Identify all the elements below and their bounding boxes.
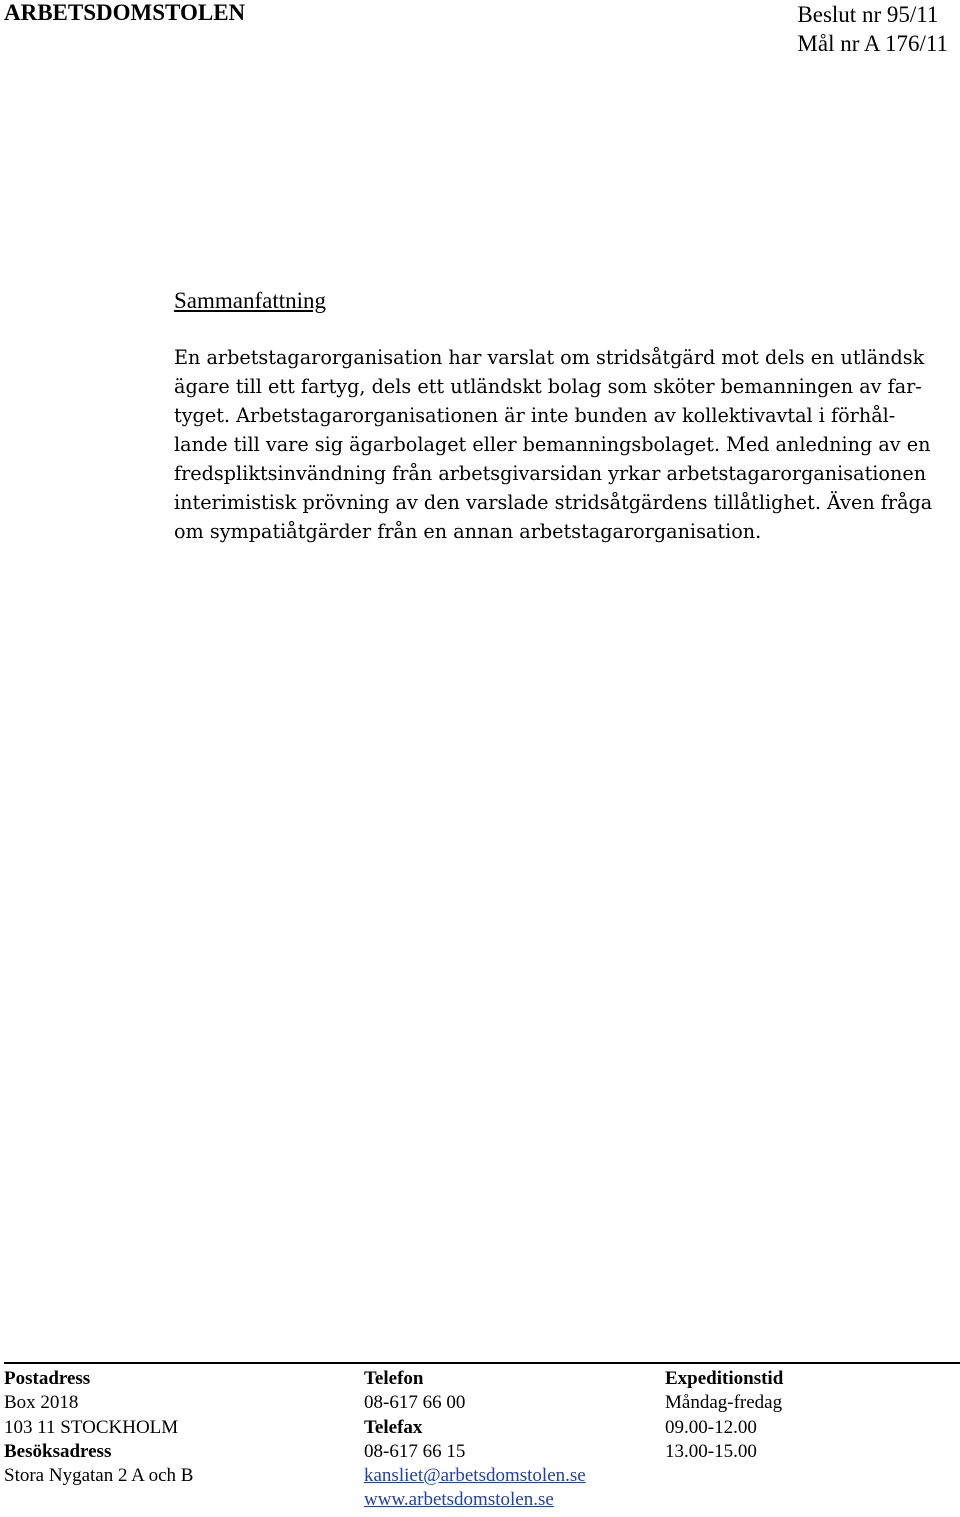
summary-line: fredspliktsinvändning från arbetsgivarsidan yrkar arbetstagarorganisationen xyxy=(174,462,927,485)
phone-label: Telefon xyxy=(364,1368,424,1389)
office-hours-label: Expeditionstid xyxy=(665,1368,784,1389)
summary-line: En arbetstagarorganisation har varslat om stridsåtgärd mot dels en utländsk xyxy=(174,346,925,369)
summary-heading: Sammanfattning xyxy=(174,288,327,313)
visiting-address-label: Besöksadress xyxy=(4,1440,112,1462)
postal-address-line: 103 11 STOCKHOLM xyxy=(4,1416,179,1438)
summary-line: ägare till ett fartyg, dels ett utländskt bolag som sköter bemanningen av far- xyxy=(174,375,922,398)
case-number: Mål nr A 176/11 xyxy=(797,31,948,56)
office-days: Måndag-fredag xyxy=(665,1392,783,1414)
summary-line: lande till vare sig ägarbolaget eller bemanningsbolaget. Med anledning av en xyxy=(174,433,931,456)
court-name: ARBETSDOMSTOLEN xyxy=(4,0,246,25)
fax-number: 08-617 66 15 xyxy=(364,1440,466,1462)
summary-line: om sympatiåtgärder från en annan arbetstagarorganisation. xyxy=(174,520,762,543)
phone-number: 08-617 66 00 xyxy=(364,1392,466,1414)
office-hours-afternoon: 13.00-15.00 xyxy=(665,1440,757,1462)
footer xyxy=(4,1367,960,1517)
postal-address-line: Box 2018 xyxy=(4,1392,79,1414)
decision-number: Beslut nr 95/11 xyxy=(797,2,939,27)
summary-line: interimistisk prövning av den varslade stridsåtgärdens tillåtlighet. Även fråga xyxy=(174,491,933,514)
fax-label: Telefax xyxy=(364,1416,423,1438)
postal-address-label: Postadress xyxy=(4,1368,91,1389)
email-link[interactable]: kansliet@arbetsdomstolen.se xyxy=(364,1465,586,1487)
footer-hours-column xyxy=(665,1367,783,1464)
footer-divider xyxy=(4,1362,960,1364)
visiting-address-line: Stora Nygatan 2 A och B xyxy=(4,1465,194,1487)
summary-line: tyget. Arbetstagarorganisationen är inte bunden av kollektivavtal i förhål- xyxy=(174,404,896,427)
footer-address-column xyxy=(4,1367,193,1488)
office-hours-morning: 09.00-12.00 xyxy=(665,1416,757,1438)
summary-body xyxy=(174,343,956,546)
footer-contact-column xyxy=(364,1367,586,1513)
case-info xyxy=(797,0,948,58)
website-link[interactable]: www.arbetsdomstolen.se xyxy=(364,1489,554,1511)
